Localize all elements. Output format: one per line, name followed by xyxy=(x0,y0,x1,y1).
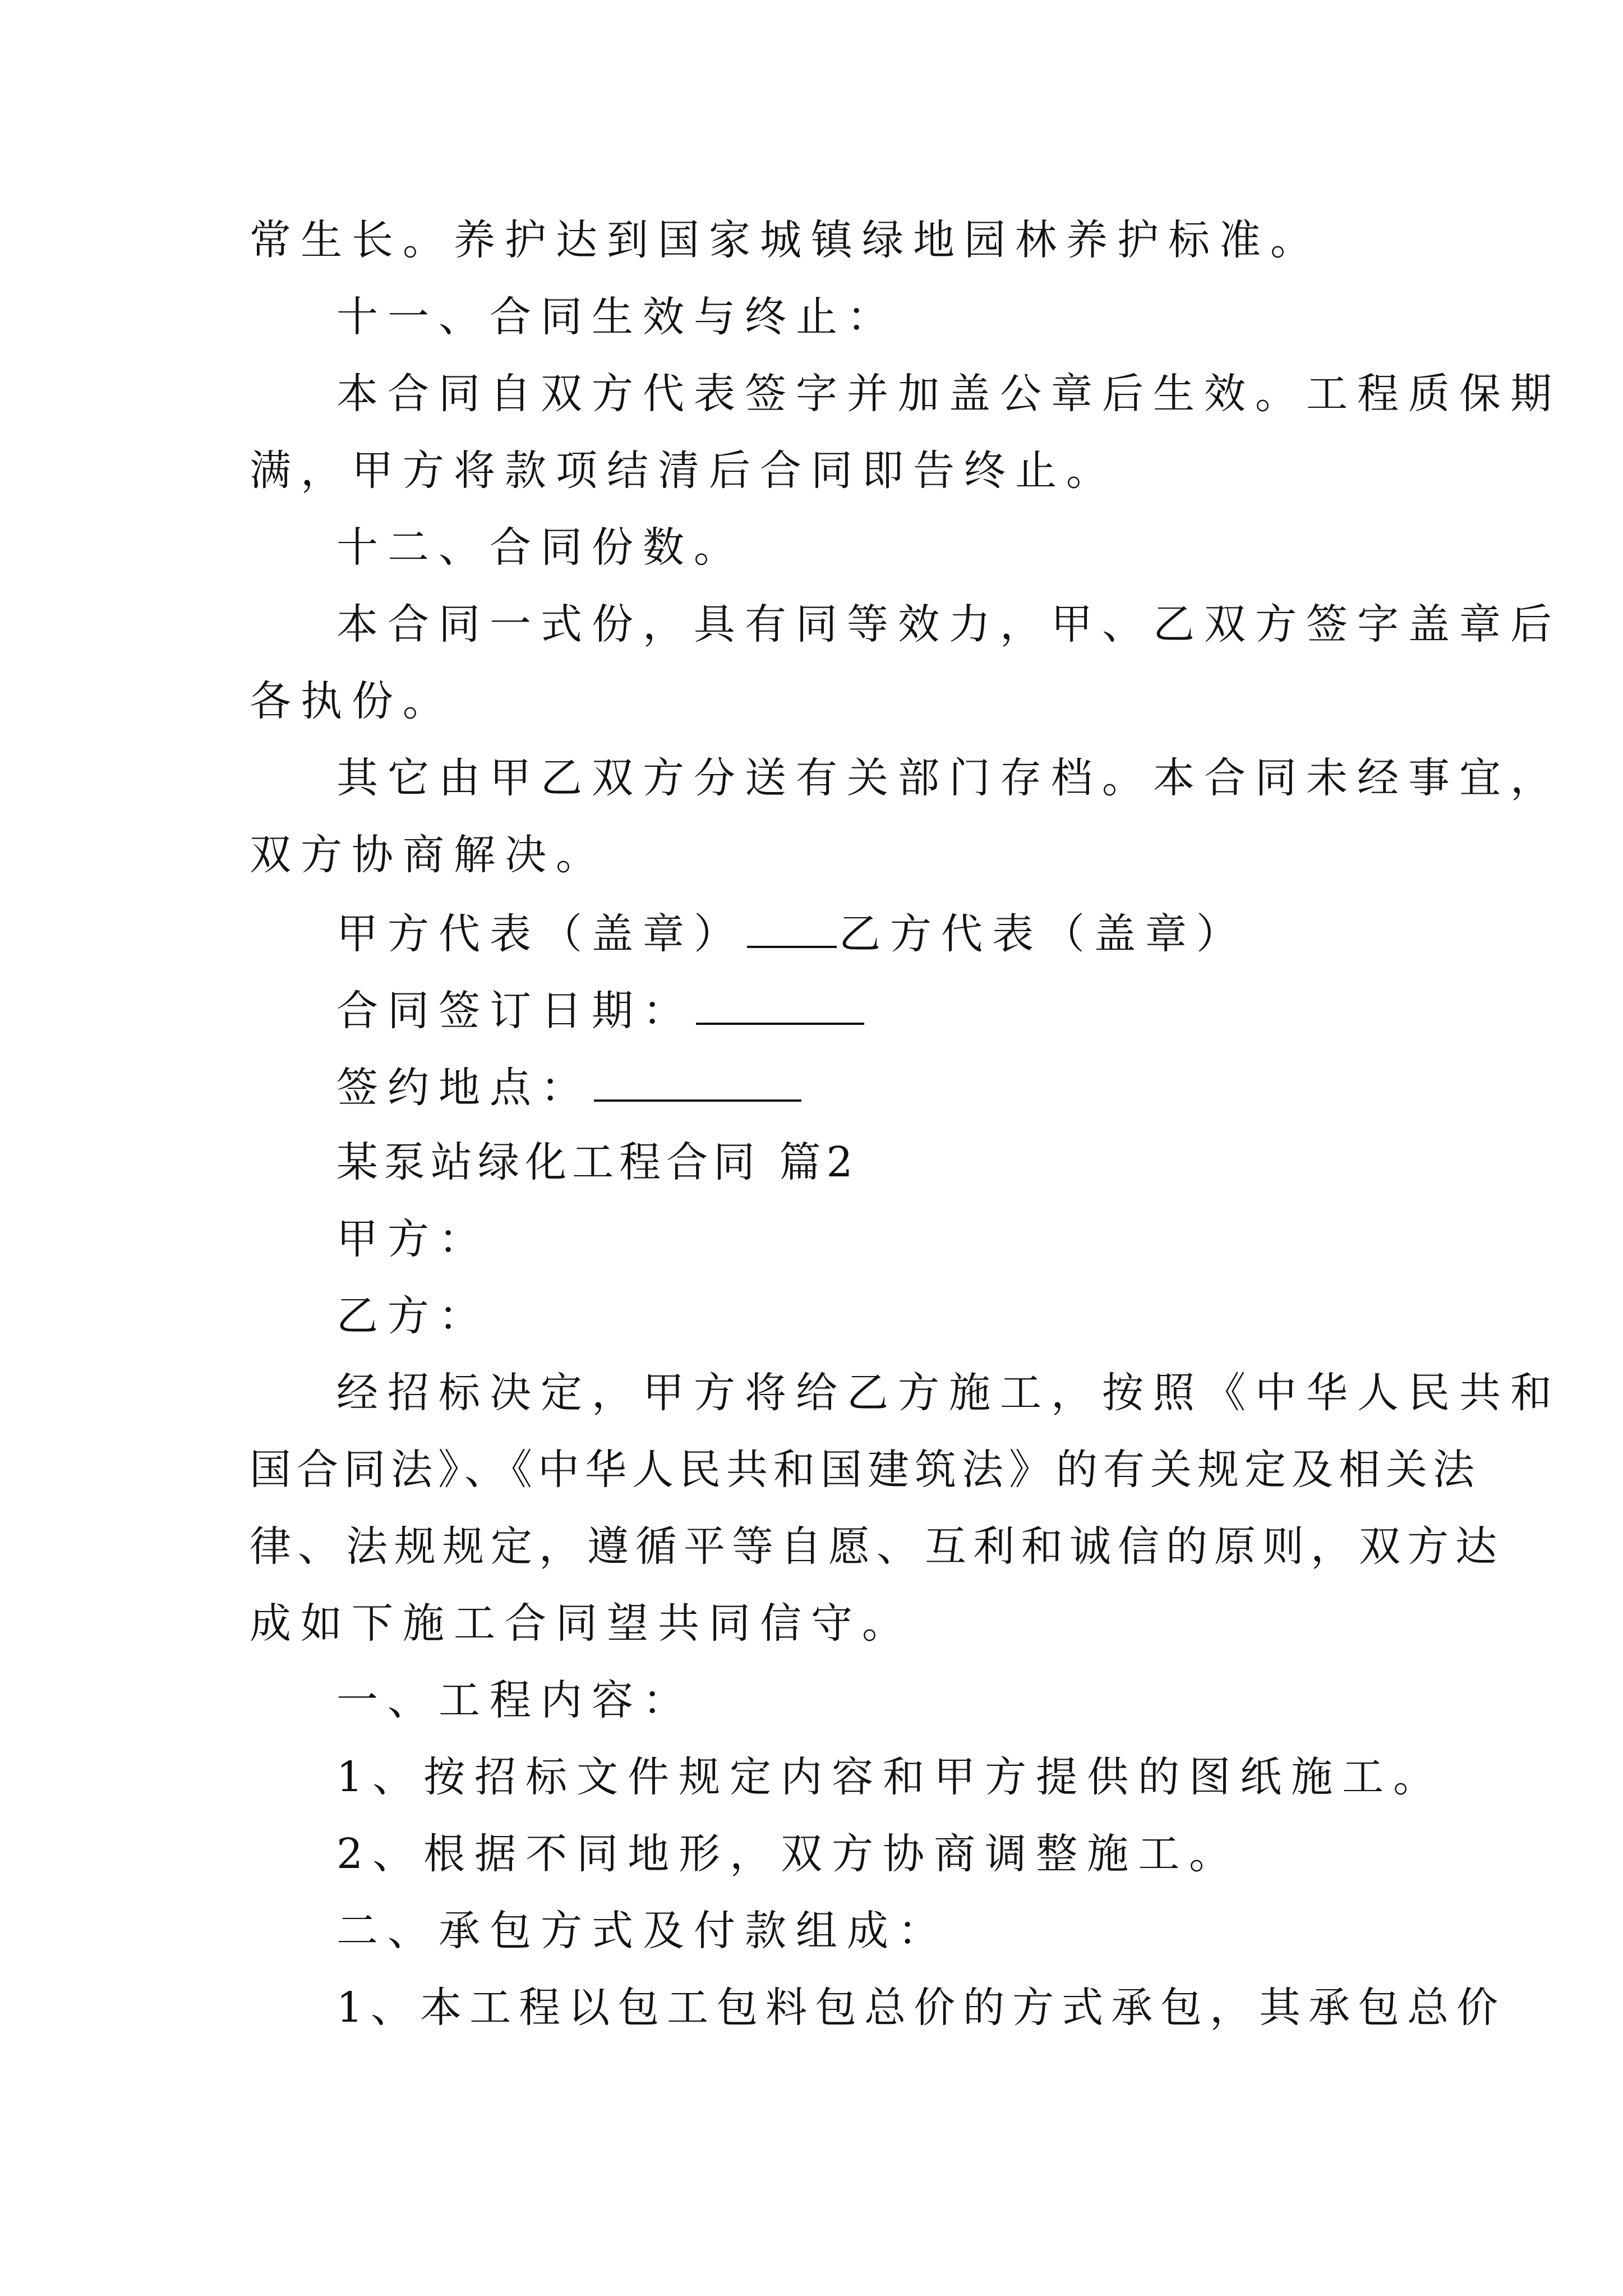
party-a-blank xyxy=(747,907,837,948)
list-item-2-1: 1、本工程以包工包料包总价的方式承包，其承包总价 xyxy=(336,1984,1506,2032)
text-line-8: 其它由甲乙双方分送有关部门存档。本合同未经事宜， xyxy=(336,754,1561,802)
party-a-label: 甲方代表（盖章） xyxy=(336,910,745,958)
list-item-1-1: 1、按招标文件规定内容和甲方提供的图纸施工。 xyxy=(336,1753,1445,1801)
contract-2-title: 某泵站绿化工程合同 篇2 xyxy=(336,1138,859,1186)
section-heading-1: 一、工程内容： xyxy=(336,1676,694,1724)
text-line-4: 满，甲方将款项结清后合同即告终止。 xyxy=(250,447,1117,495)
list-item-1-2: 2、根据不同地形，双方协商调整施工。 xyxy=(336,1830,1241,1878)
text-line-1: 常生长。养护达到国家城镇绿地园林养护标准。 xyxy=(250,216,1321,264)
party-a-field: 甲方： xyxy=(336,1215,490,1263)
text-line-18: 国合同法》、《中华人民共和国建筑法》的有关规定及相关法 xyxy=(250,1446,1480,1494)
signing-place-line xyxy=(336,1060,804,1113)
text-line-7: 各执份。 xyxy=(250,677,454,725)
text-line-3: 本合同自双方代表签字并加盖公章后生效。工程质保期 xyxy=(336,370,1561,418)
text-line-20: 成如下施工合同望共同信守。 xyxy=(250,1599,913,1648)
section-heading-2: 二、承包方式及付款组成： xyxy=(336,1907,949,1955)
signing-place-label: 签约地点： xyxy=(336,1064,592,1112)
section-heading-11: 十一、合同生效与终止： xyxy=(336,293,898,341)
text-line-9: 双方协商解决。 xyxy=(250,831,607,879)
text-line-17: 经招标决定，甲方将给乙方施工，按照《中华人民共和 xyxy=(336,1369,1561,1417)
signature-line-parties xyxy=(336,907,1247,959)
signing-date-label: 合同签订日期： xyxy=(336,987,694,1035)
signing-date-line xyxy=(336,983,866,1036)
section-heading-12: 十二、合同份数。 xyxy=(336,523,745,572)
party-b-label: 乙方代表（盖章） xyxy=(839,910,1247,958)
party-b-field: 乙方： xyxy=(336,1292,490,1340)
text-line-19: 律、法规规定，遵循平等自愿、互利和诚信的原则，双方达 xyxy=(250,1522,1504,1571)
signing-place-blank xyxy=(594,1060,801,1102)
text-line-6: 本合同一式份，具有同等效力，甲、乙双方签字盖章后 xyxy=(336,600,1561,648)
signing-date-blank xyxy=(696,983,864,1025)
